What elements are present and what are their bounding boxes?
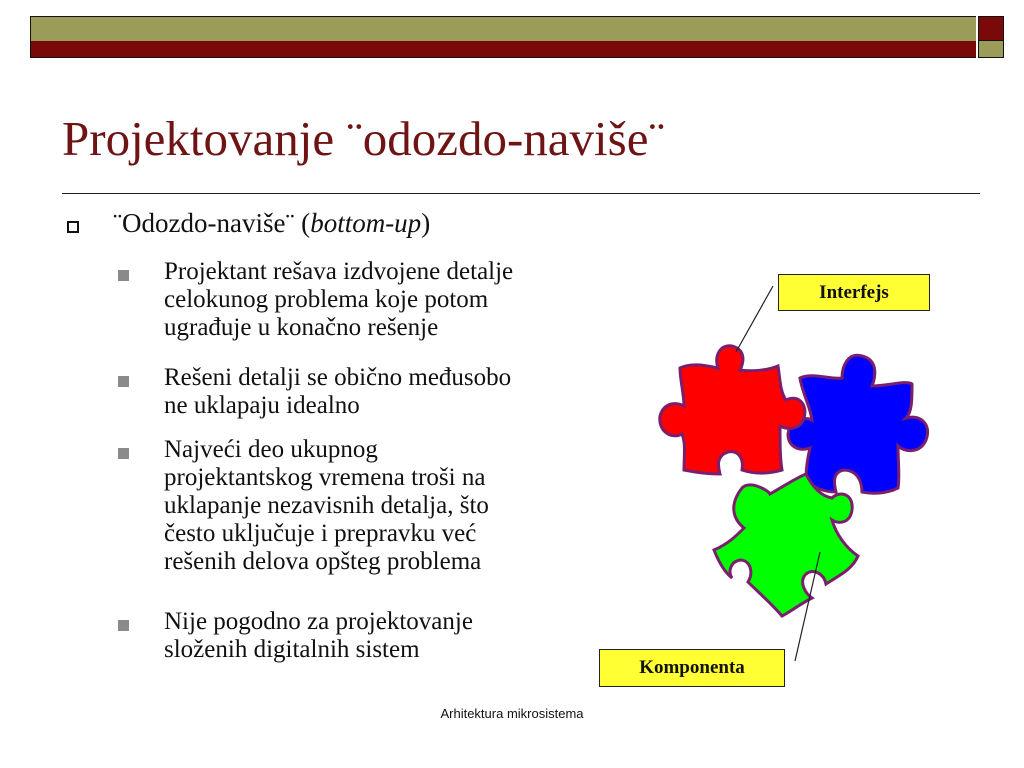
sub-bullet-line: celokunog problema koje potom — [164, 286, 489, 313]
blue-puzzle-piece — [788, 355, 928, 493]
sub-bullet-line: Nije pogodno za projektovanje — [164, 608, 473, 635]
sub-bullet-line: složenih digitalnih sistem — [164, 636, 420, 663]
square-bullet-icon — [118, 448, 129, 459]
sub-bullet-2-text — [164, 364, 511, 420]
main-bullet-text-after: ) — [421, 208, 431, 238]
interface-label: Interfejs — [778, 274, 930, 311]
sub-bullet-line: projektantskog vremena troši na — [164, 464, 486, 491]
sub-bullet-3-text — [164, 436, 489, 576]
slide-title: Projektovanje ¨odozdo-naviše¨ — [62, 111, 665, 166]
main-bullet-italic: bottom-up — [310, 208, 422, 238]
slide-footer: Arhitektura mikrosistema — [440, 706, 584, 721]
green-puzzle-piece — [714, 474, 858, 616]
sub-bullet-1-text — [164, 258, 513, 342]
component-label: Komponenta — [599, 649, 785, 687]
header-corner-maroon — [978, 16, 1004, 41]
square-bullet-icon — [118, 376, 129, 387]
sub-bullet-line: rešenih delova opšteg problema — [164, 548, 482, 575]
sub-bullet-line: Projektant rešava izdvojene detalje — [164, 258, 514, 285]
sub-bullet-4-text — [164, 608, 473, 664]
main-bullet-text — [113, 207, 430, 239]
sub-bullet-line: uklapanje nezavisnih detalja, što — [164, 492, 489, 519]
sub-bullet-line: Najveći deo ukupnog — [164, 436, 378, 463]
red-puzzle-piece — [660, 346, 805, 474]
main-bullet-text-before: ¨Odozdo-naviše¨ ( — [113, 208, 311, 238]
square-bullet-icon — [118, 620, 129, 631]
header-bar-maroon — [30, 41, 976, 58]
square-bullet-icon — [118, 270, 129, 281]
sub-bullet-line: Rešeni detalji se obično međusobo — [164, 364, 512, 391]
sub-bullet-line: ne uklapaju idealno — [164, 392, 360, 419]
puzzle-pieces-illustration — [640, 260, 960, 680]
sub-bullet-line: ugrađuje u konačno rešenje — [164, 314, 439, 341]
sub-bullet-line: često uključuje i prepravku već — [164, 520, 477, 547]
hollow-square-bullet-icon — [67, 221, 79, 233]
header-corner-olive — [978, 41, 1004, 58]
interface-pointer-line — [736, 286, 773, 352]
header-bar-olive — [30, 16, 976, 41]
title-divider — [62, 193, 980, 194]
